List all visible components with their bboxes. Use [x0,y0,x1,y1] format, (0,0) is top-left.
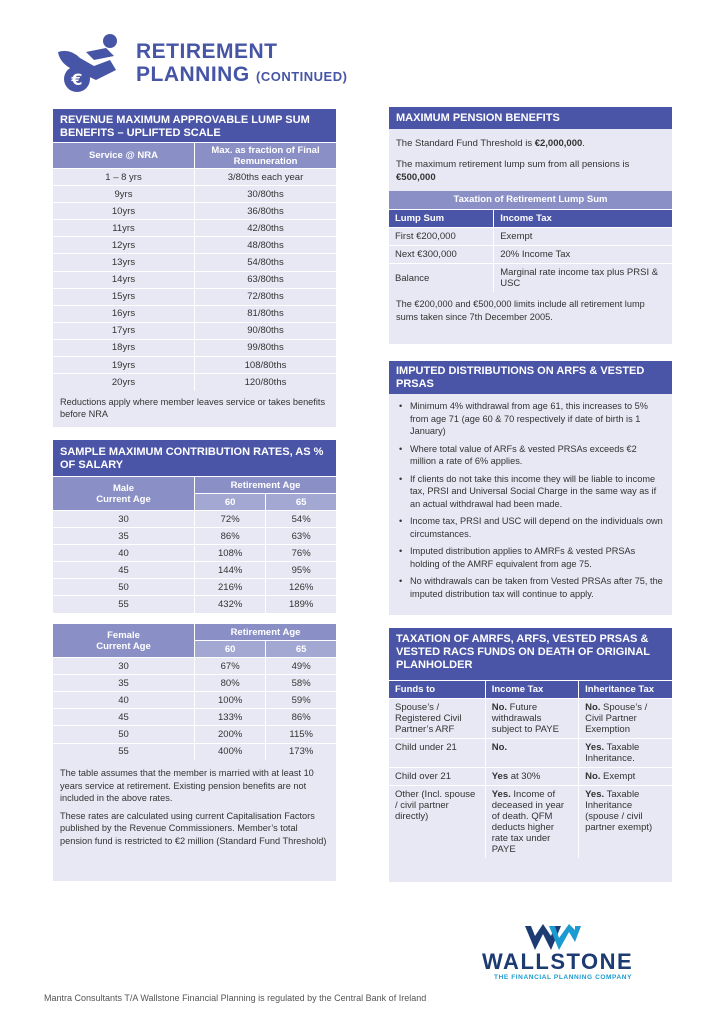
rate-60-cell: 200% [195,726,266,743]
rate-65-cell: 86% [266,709,336,726]
brand-name: WALLSTONE [482,949,634,974]
death-tax-panel [389,628,672,882]
death-col-funds: Funds to [389,681,485,699]
inheritance-tax-cell [579,786,672,859]
table-row [53,511,336,528]
rate-65-cell: 63% [266,528,336,545]
rate-65-cell: 126% [266,579,336,596]
service-cell: 16yrs [53,305,195,322]
funds-to-cell: Spouse’s / Registered Civil Partner’s ARF [389,699,485,739]
female-age-65-header: 65 [266,641,336,658]
lump-band-cell: Next €300,000 [389,246,494,264]
age-cell: 50 [53,579,195,596]
income-tax-detail: Income of deceased in year of death. QFM deducts higher rate tax under PAYE [491,789,565,855]
table-row [53,692,336,709]
rate-60-cell: 67% [195,658,266,675]
lump-sum-note: Reductions apply where member leaves service or takes benefits before NRA [60,396,326,420]
age-cell: 45 [53,562,195,579]
inheritance-tax-cell [579,739,672,768]
death-col-income: Income Tax [485,681,578,699]
inheritance-verdict: No. [585,771,601,782]
rate-65-cell: 58% [266,675,336,692]
svg-text:€: € [71,70,83,89]
table-row [389,768,672,786]
age-cell: 30 [53,511,195,528]
income-tax-verdict: Yes [491,771,509,782]
title-line-2: PLANNING [136,63,250,86]
table-row [53,528,336,545]
lump-sum-title: REVENUE MAXIMUM APPROVABLE LUMP SUM BENEFITS – UPLIFTED SCALE [53,109,336,142]
rate-65-cell: 173% [266,743,336,760]
table-row [389,246,672,264]
service-cell: 13yrs [53,254,195,271]
female-contribution-table [53,623,336,760]
list-item: • Imputed distribution applies to AMRFs & vested PRSAs holding of the AMRF equivalent from age 75. [397,545,664,570]
table-row [53,374,336,391]
rate-60-cell: 133% [195,709,266,726]
fraction-cell: 81/80ths [195,305,337,322]
contribution-note-2: These rates are calculated using current Capitalisation Factors published by the Revenue Commissioners. Member’s total pension fund is restricted to €2 million (Standard Fund Threshold) [60,810,327,846]
age-cell: 40 [53,545,195,562]
service-cell: 18yrs [53,339,195,356]
service-cell: 20yrs [53,374,195,391]
fraction-cell: 72/80ths [195,288,337,305]
rate-65-cell: 59% [266,692,336,709]
male-contribution-table [53,476,336,613]
table-row [53,726,336,743]
male-current-age-label: Current Age [96,493,151,505]
male-age-60-header: 60 [195,494,266,511]
lump-tax-note: The €200,000 and €500,000 limits include all retirement lump sums taken since 7th December 2005. [396,299,645,322]
rate-65-cell: 54% [266,511,336,528]
rate-60-cell: 432% [195,596,266,613]
fraction-cell: 30/80ths [195,186,337,203]
table-row [53,169,336,186]
inheritance-detail: Taxable Inheritance (spouse / civil partner exempt) [585,789,653,833]
age-cell: 55 [53,743,195,760]
table-row [389,264,672,293]
income-tax-cell [485,739,578,768]
lump-sum-table [53,142,336,391]
wallstone-w-icon [523,924,583,952]
table-row [53,271,336,288]
table-row [53,322,336,339]
inheritance-detail: Spouse’s / Civil Partner Exemption [585,702,648,735]
table-row [53,288,336,305]
inheritance-verdict: Yes. [585,742,605,753]
lump-text [389,155,672,189]
rate-65-cell: 76% [266,545,336,562]
rate-60-cell: 108% [195,545,266,562]
imputed-list [389,394,672,609]
footer-regulation: Mantra Consultants T/A Wallstone Financial Planning is regulated by the Central Bank of Ireland [44,993,427,1003]
table-row [53,675,336,692]
fraction-cell: 108/80ths [195,357,337,374]
funds-to-cell: Child over 21 [389,768,485,786]
lump-label: The maximum retirement lump sum from all pensions is [396,159,630,170]
table-row [53,203,336,220]
sft-end: . [582,138,585,149]
rate-65-cell: 49% [266,658,336,675]
female-age-60-header: 60 [195,641,266,658]
fraction-cell: 99/80ths [195,339,337,356]
income-tax-detail: at 30% [510,771,541,782]
inheritance-detail: Taxable Inheritance. [585,742,640,764]
service-cell: 15yrs [53,288,195,305]
income-tax-verdict: No. [491,742,508,753]
service-cell: 11yrs [53,220,195,237]
inheritance-tax-cell [579,699,672,739]
lump-sum-panel [53,109,336,427]
fraction-cell: 48/80ths [195,237,337,254]
death-tax-table [389,680,672,858]
age-cell: 55 [53,596,195,613]
service-cell: 14yrs [53,271,195,288]
max-pension-panel [389,107,672,344]
income-tax-cell: Exempt [494,228,672,246]
table-row [53,658,336,675]
rate-60-cell: 72% [195,511,266,528]
table-row [53,305,336,322]
imputed-panel [389,361,672,615]
income-tax-cell [485,768,578,786]
lump-band-cell: First €200,000 [389,228,494,246]
rate-65-cell: 189% [266,596,336,613]
lump-tax-col-income: Income Tax [494,210,672,228]
fraction-cell: 3/80ths each year [195,169,337,186]
funds-to-cell: Other (Incl. spouse / civil partner directly) [389,786,485,859]
table-row [53,709,336,726]
table-row [53,237,336,254]
fraction-cell: 120/80ths [195,374,337,391]
service-cell: 9yrs [53,186,195,203]
brand-tagline: THE FINANCIAL PLANNING COMPANY [494,974,633,981]
fraction-cell: 54/80ths [195,254,337,271]
female-current-age-label: Current Age [96,640,151,652]
age-cell: 50 [53,726,195,743]
title-line-1: RETIREMENT [136,40,278,63]
lump-band-cell: Balance [389,264,494,293]
income-tax-detail: Future withdrawals subject to PAYE [491,702,559,735]
rate-60-cell: 400% [195,743,266,760]
age-cell: 35 [53,675,195,692]
retiree-chair-euro-icon [50,30,126,96]
sft-value: €2,000,000 [534,138,583,149]
table-row [53,339,336,356]
funds-to-cell: Child under 21 [389,739,485,768]
income-tax-cell: Marginal rate income tax plus PRSI & USC [494,264,672,293]
table-row [53,186,336,203]
rate-65-cell: 115% [266,726,336,743]
service-cell: 10yrs [53,203,195,220]
rate-60-cell: 144% [195,562,266,579]
list-item: • Income tax, PRSI and USC will depend on the individuals own circumstances. [397,515,664,540]
male-retirement-age-label: Retirement Age [195,477,337,494]
table-row [53,596,336,613]
table-row [389,699,672,739]
contribution-title: SAMPLE MAXIMUM CONTRIBUTION RATES, AS % OF SALARY [53,440,336,476]
max-pension-title: MAXIMUM PENSION BENEFITS [389,107,672,129]
sft-label: The Standard Fund Threshold is [396,138,535,149]
list-item: • If clients do not take this income they will be liable to income tax, PRSI and Universal Social Charge in the same way as if an actual withdrawal had been made. [397,473,664,511]
age-cell: 45 [53,709,195,726]
income-tax-verdict: No. [491,702,508,713]
table-row [53,220,336,237]
fraction-cell: 90/80ths [195,322,337,339]
rate-60-cell: 100% [195,692,266,709]
table-row [389,739,672,768]
table-row [389,228,672,246]
contribution-note-1: The table assumes that the member is married with at least 10 years service at retirement. Existing pension benefits are not included in the above rates. [60,768,314,804]
list-item: • No withdrawals can be taken from Vested PRSAs after 75, the imputed distribution tax will continue to apply. [397,575,664,600]
male-age-65-header: 65 [266,494,336,511]
death-tax-title: TAXATION OF AMRFS, ARFS, VESTED PRSAS & VESTED RACS FUNDS ON DEATH OF ORIGINAL PLANHOLDER [389,628,672,680]
fraction-cell: 63/80ths [195,271,337,288]
inheritance-tax-cell [579,768,672,786]
table-row [53,579,336,596]
table-row [53,743,336,760]
lump-sum-col-fraction: Max. as fraction of Final Remuneration [195,143,337,169]
lump-tax-title: Taxation of Retirement Lump Sum [389,191,672,209]
rate-65-cell: 95% [266,562,336,579]
income-tax-verdict: Yes. [491,789,511,800]
lump-sum-col-service: Service @ NRA [53,143,195,169]
lump-tax-col-lump: Lump Sum [389,210,494,228]
rate-60-cell: 216% [195,579,266,596]
service-cell: 17yrs [53,322,195,339]
inheritance-verdict: No. [585,702,601,713]
table-row [53,357,336,374]
table-row [389,786,672,859]
death-col-inheritance: Inheritance Tax [579,681,672,699]
female-label: Female [107,629,140,641]
income-tax-cell [485,786,578,859]
imputed-title: IMPUTED DISTRIBUTIONS ON ARFS & VESTED PRSAS [389,361,672,394]
table-row [53,562,336,579]
table-row [53,545,336,562]
title-suffix: (CONTINUED) [256,69,348,84]
service-cell: 19yrs [53,357,195,374]
age-cell: 40 [53,692,195,709]
income-tax-cell [485,699,578,739]
contribution-panel [53,440,336,881]
list-item: • Minimum 4% withdrawal from age 61, this increases to 5% from age 71 (age 60 & 70 respectively if date of birth is 1 January) [397,400,664,438]
income-tax-cell: 20% Income Tax [494,246,672,264]
sft-text [389,129,672,155]
female-retirement-age-label: Retirement Age [195,624,337,641]
fraction-cell: 36/80ths [195,203,337,220]
lump-tax-table [389,209,672,292]
page-title [136,40,347,88]
inheritance-verdict: Yes. [585,789,605,800]
inheritance-detail: Exempt [603,771,636,782]
service-cell: 12yrs [53,237,195,254]
list-item: • Where total value of ARFs & vested PRSAs exceeds €2 million a rate of 6% applies. [397,443,664,468]
male-label: Male [112,482,135,494]
age-cell: 30 [53,658,195,675]
rate-60-cell: 80% [195,675,266,692]
age-cell: 35 [53,528,195,545]
service-cell: 1 – 8 yrs [53,169,195,186]
rate-60-cell: 86% [195,528,266,545]
table-row [53,254,336,271]
lump-value: €500,000 [396,172,436,183]
fraction-cell: 42/80ths [195,220,337,237]
